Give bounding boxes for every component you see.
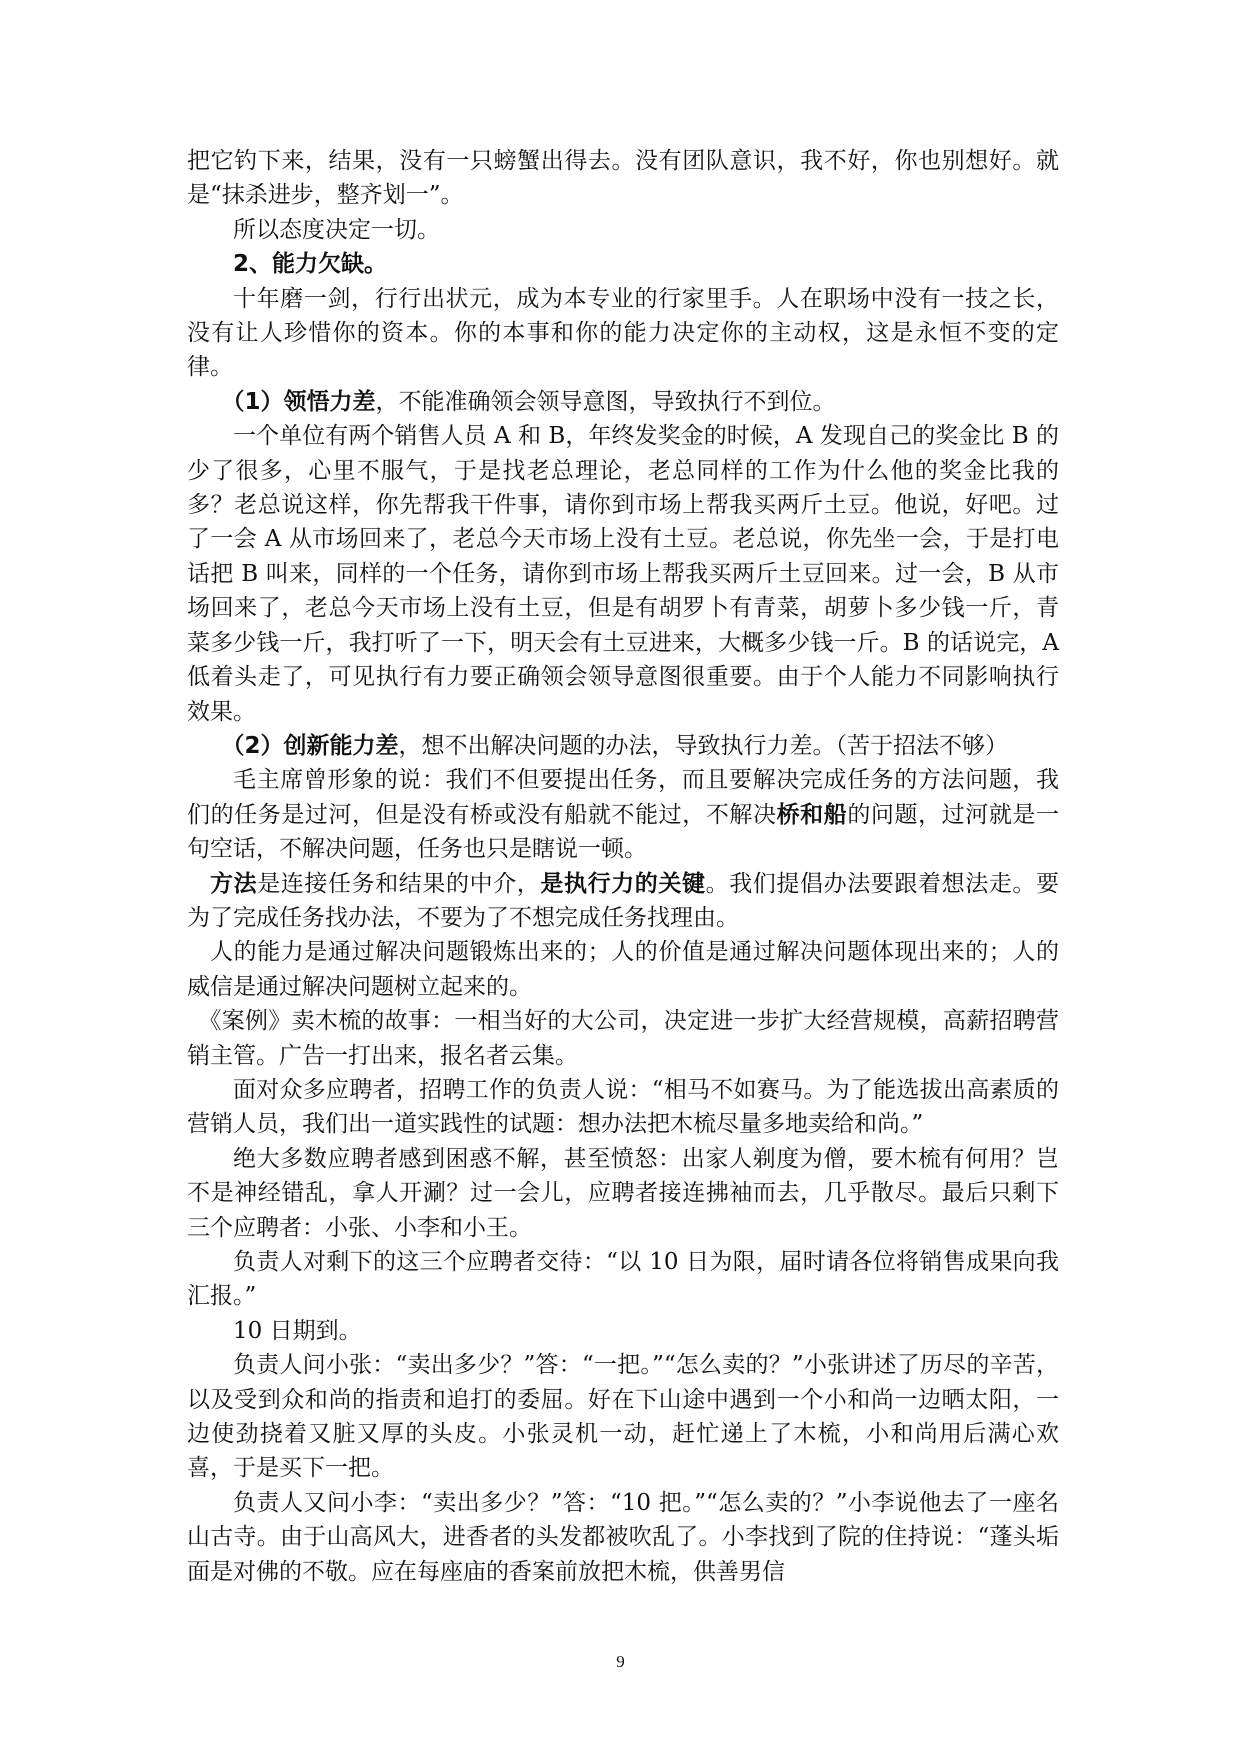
paragraph: 一个单位有两个销售人员 A 和 B，年终发奖金的时候，A 发现自己的奖金比 B 的少了很多，心里不服气，于是找老总理论，老总同样的工作为什么他的奖金比我的多？老总说这样，你先帮我干件事，请你到市场上帮我买两斤土豆。他说，好吧。过了一会 A 从市场回来了，老总今天市场上没有土豆。老总说，你先坐一会，于是打电话把 B 叫来，同样的一个任务，请你到市场上帮我买两斤土豆回来。过一会，B 从市场回来了，老总今天市场上没有土豆，但是有胡罗卜有青菜，胡萝卜多少钱一斤，青菜多少钱一斤，我打听了一下，明天会有土豆进来，大概多少钱一斤。B 的话说完，A 低着头走了，可见执行有力要正确领会领导意图很重要。由于个人能力不同影响执行效果。 [187, 423, 1059, 725]
paragraph: 绝大多数应聘者感到困惑不解，甚至愤怒：出家人剃度为僧，要木梳有何用？岂不是神经错乱，拿人开涮？过一会儿，应聘者接连拂袖而去，几乎散尽。最后只剩下三个应聘者：小张、小李和小王。 [187, 1145, 1059, 1241]
paragraph-text: 是连接任务和结果的中介， [257, 870, 541, 897]
paragraph: 所以态度决定一切。 [233, 216, 440, 243]
subheading-bold: （1）领悟力差 [221, 388, 376, 415]
paragraph [187, 867, 1059, 936]
subheading-rest: ，不能准确领会领导意图，导致执行不到位。 [375, 388, 836, 415]
paragraph: 十年磨一剑，行行出状元，成为本专业的行家里手。人在职场中没有一技之长，没有让人珍惜你的资本。你的本事和你的能力决定你的主动权，这是永恒不变的定律。 [187, 285, 1059, 381]
paragraph-text: 。我们提倡办法要跟着想法走。要为了完成任务找办法，不要为了不想完成任务找理由。 [187, 870, 1060, 931]
emphasis-text: 方法 [210, 870, 258, 897]
paragraph: 人的能力是通过解决问题锻炼出来的；人的价值是通过解决问题体现出来的；人的威信是通过解决问题树立起来的。 [187, 939, 1059, 1000]
subheading-paragraph [187, 385, 1059, 419]
paragraph: 负责人问小张：“卖出多少？”答：“一把。”“怎么卖的？”小张讲述了历尽的辛苦，以及受到众和尚的指责和追打的委屈。好在下山途中遇到一个小和尚一边晒太阳，一边使劲挠着又脏又厚的头皮。小张灵机一动，赶忙递上了木梳，小和尚用后满心欢喜，于是买下一把。 [187, 1352, 1059, 1482]
subheading-paragraph [187, 729, 1059, 763]
emphasis-text: 是执行力的关键 [540, 870, 706, 897]
paragraph: 《案例》卖木梳的故事：一相当好的大公司，决定进一步扩大经营规模，高薪招聘营销主管。广告一打出来，报名者云集。 [187, 1008, 1059, 1069]
paragraph-text: 毛主席曾形象的说：我们不但要提出任务，而且要解决完成任务的方法问题，我们的任务是过河，但是没有桥或没有船就不能过，不解决 [187, 767, 1059, 828]
emphasis-text: 桥和船 [776, 801, 848, 828]
subheading-bold: （2）创新能力差 [221, 732, 399, 759]
section-heading [187, 247, 1059, 281]
subheading-rest: ，想不出解决问题的办法，导致执行力差。（苦于招法不够） [398, 732, 1009, 759]
paragraph [187, 763, 1059, 866]
page-number: 9 [616, 1652, 625, 1671]
paragraph-text: 的问题，过河就是一句空话，不解决问题，任务也只是瞎说一顿。 [187, 801, 1060, 863]
paragraph: 面对众多应聘者，招聘工作的负责人说：“相马不如赛马。为了能选拔出高素质的营销人员，我们出一道实践性的试题：想办法把木梳尽量多地卖给和尚。” [187, 1076, 1059, 1138]
document-body [187, 144, 1059, 1589]
section-heading-text: 2、能力欠缺。 [233, 251, 388, 278]
paragraph: 负责人对剩下的这三个应聘者交待：“以 10 日为限，届时请各位将销售成果向我汇报。” [187, 1249, 1059, 1310]
paragraph: 负责人又问小李：“卖出多少？”答：“10 把。”“怎么卖的？”小李说他去了一座名山古寺。由于山高风大，进香者的头发都被吹乱了。小李找到了院的住持说：“蓬头垢面是对佛的不敬。应在每座庙的香案前放把木梳，供善男信 [187, 1489, 1059, 1585]
paragraph: 把它钓下来，结果，没有一只螃蟹出得去。没有团队意识，我不好，你也别想好。就是“抹杀进步，整齐划一”。 [187, 148, 1059, 209]
paragraph: 10 日期到。 [233, 1317, 362, 1344]
